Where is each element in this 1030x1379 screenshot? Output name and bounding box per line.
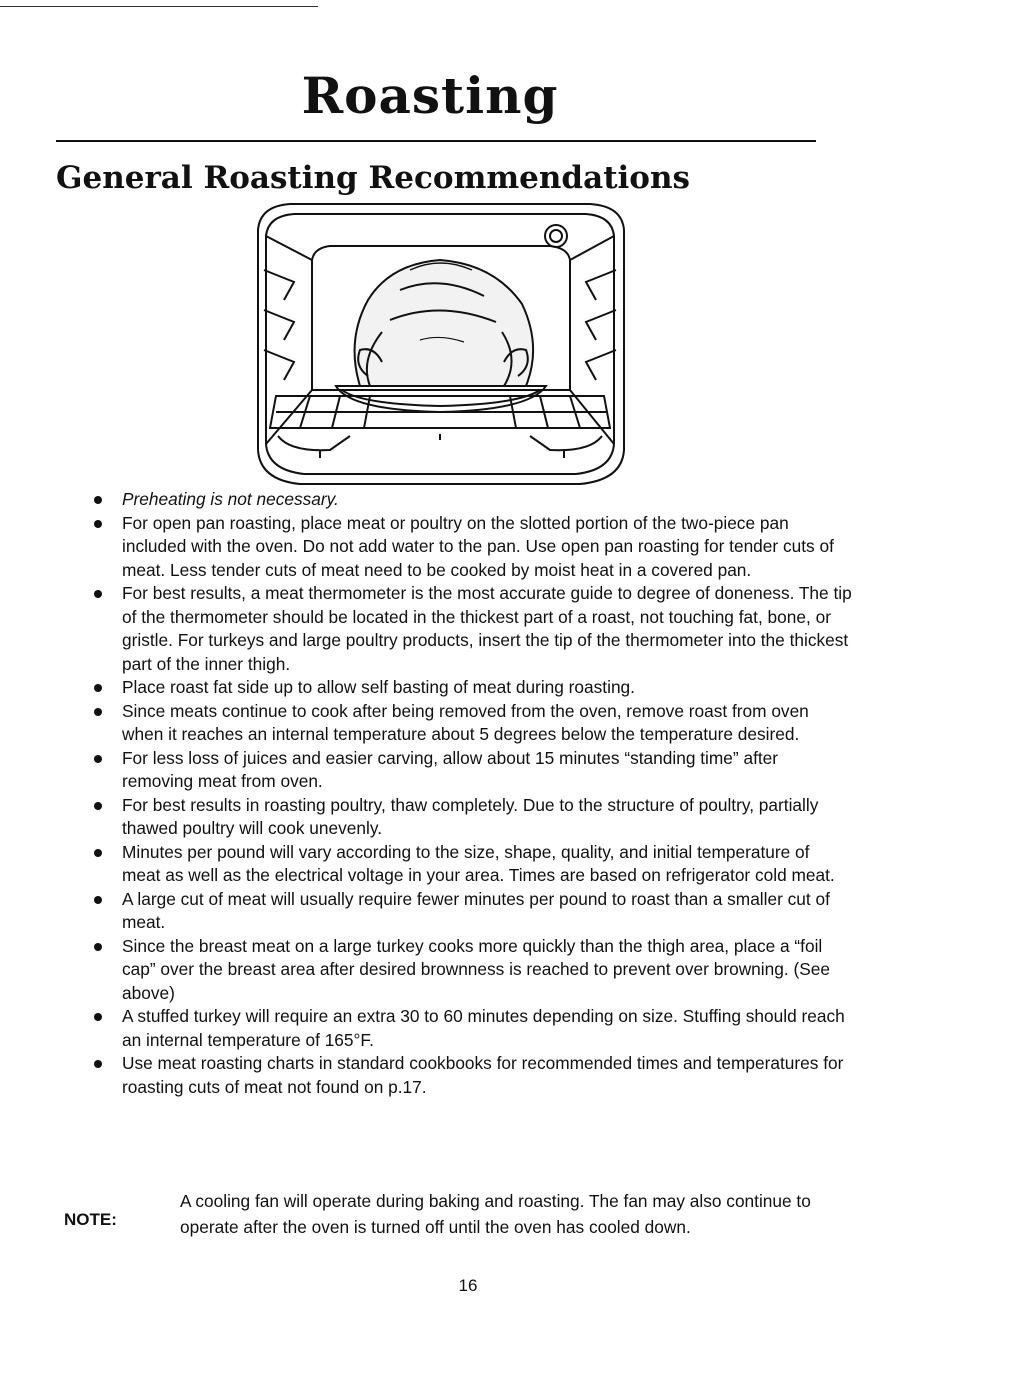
- page-title: Roasting: [301, 66, 559, 125]
- list-item: Place roast fat side up to allow self basting of meat during roasting.: [92, 676, 852, 700]
- section-heading: General Roasting Recommendations: [56, 160, 690, 196]
- title-rule: [56, 140, 816, 142]
- list-item: For best results, a meat thermometer is the most accurate guide to degree of doneness. The tip of the thermometer should be located in the thickest part of a roast, not touching fat, bone, or gristle. For turkeys and large poultry products, insert the tip of the thermometer into the thickest part of the inner thigh.: [92, 582, 852, 676]
- list-item: For open pan roasting, place meat or poultry on the slotted portion of the two-piece pan included with the oven. Do not add water to the pan. Use open pan roasting for tender cuts of meat. Less tender cuts of meat need to be cooked by moist heat in a covered pan.: [92, 512, 852, 583]
- recommendations-list: [92, 488, 852, 1099]
- page-number: 16: [458, 1276, 478, 1295]
- note-text: A cooling fan will operate during baking and roasting. The fan may also continue to operate after the oven is turned off until the oven has cooled down.: [180, 1191, 811, 1237]
- list-item: A large cut of meat will usually require fewer minutes per pound to roast than a smaller cut of meat.: [92, 888, 852, 935]
- oven-roasting-turkey-icon: [250, 200, 630, 490]
- list-item: Preheating is not necessary.: [92, 488, 852, 512]
- list-item: Minutes per pound will vary according to the size, shape, quality, and initial temperature of meat as well as the electrical voltage in your area. Times are based on refrigerator cold meat.: [92, 841, 852, 888]
- list-item: Since meats continue to cook after being removed from the oven, remove roast from oven when it reaches an internal temperature about 5 degrees below the temperature desired.: [92, 700, 852, 747]
- list-item: Use meat roasting charts in standard cookbooks for recommended times and temperatures for roasting cuts of meat not found on p.17.: [92, 1052, 852, 1099]
- list-item: Since the breast meat on a large turkey cooks more quickly than the thigh area, place a “foil cap” over the breast area after desired brownness is reached to prevent over browning. (See above): [92, 935, 852, 1006]
- list-item: For less loss of juices and easier carving, allow about 15 minutes “standing time” after removing meat from oven.: [92, 747, 852, 794]
- note-label: NOTE:: [64, 1210, 117, 1229]
- list-item: For best results in roasting poultry, thaw completely. Due to the structure of poultry, partially thawed poultry will cook unevenly.: [92, 794, 852, 841]
- top-rule: [0, 6, 318, 7]
- list-item: A stuffed turkey will require an extra 30 to 60 minutes depending on size. Stuffing should reach an internal temperature of 165°F.: [92, 1005, 852, 1052]
